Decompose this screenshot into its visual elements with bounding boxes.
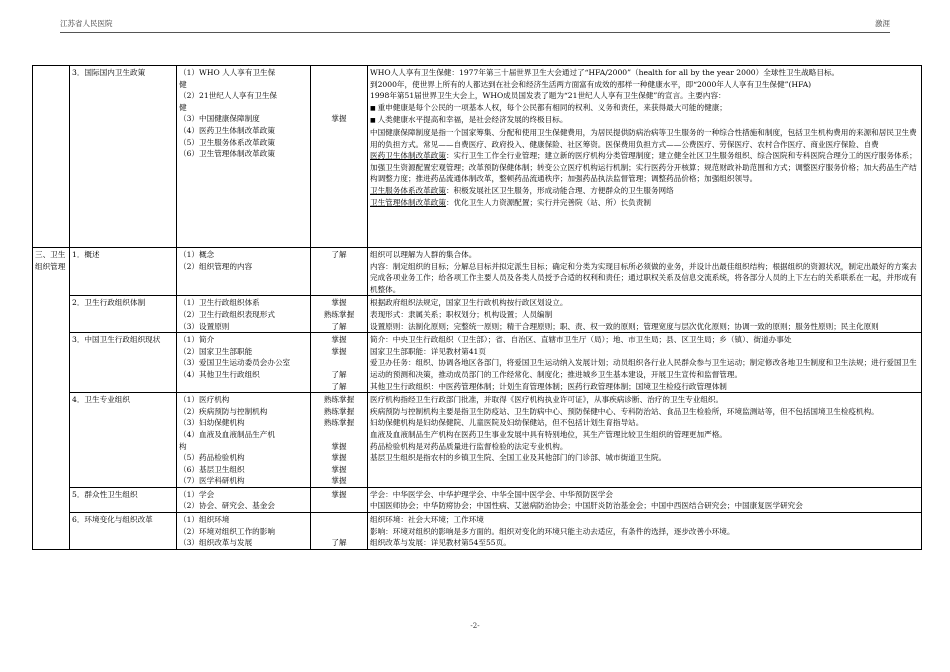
level-cell: 熟练掌握 熟练掌握 熟练掌握 掌握 掌握 掌握 掌握	[311, 393, 368, 488]
section-cell	[33, 66, 70, 248]
content-cell: 组织环境：社会大环境；工作环境 影响：环境对组织的影响是多方面的。组织对变化的环境只能主动去适应，有条件的选择，逐步改善小环境。 组织改革与发展：详见教材第54至55页。	[368, 513, 922, 550]
content-cell: 简介：中央卫生行政组织（卫生部）；省、自治区、直辖市卫生厅（局）；地、市卫生局；县、区卫生局；乡（镇）、街道办事处 国家卫生部职能：详见教材第41页 爱卫办任务：组织、协调各地区各部门，将爱国卫生运动纳入发展计划；动员组织各行业人民群众参与卫生运动；制定修改各地卫生制度和卫生法规；进行爱国卫生运动的预测和决策，推动成员部门的工作经常化、制度化；推进城乡卫生基本建设，开展卫生宣传和监督管理。 其他卫生行政组织：中医药管理体制；计划生育管理体制；医药行政管理体制；国境卫生检疫行政管理体制	[368, 333, 922, 393]
table-row	[33, 487, 922, 512]
topic-cell: 2．卫生行政组织体制	[70, 296, 177, 333]
level-cell: 了解	[311, 513, 368, 550]
header-right-text: 激涯	[875, 19, 890, 28]
topic-cell: 6．环境变化与组织改革	[70, 513, 177, 550]
table-row	[33, 296, 922, 333]
syllabus-table	[32, 65, 922, 550]
level-cell: 掌握 熟练掌握 了解	[311, 296, 368, 333]
level-cell: 掌握 掌握 了解 了解	[311, 333, 368, 393]
items-cell: （1）卫生行政组织体系 （2）卫生行政组织表现形式 （3）设置原则	[177, 296, 311, 333]
level-cell: 掌握	[311, 487, 368, 512]
header-hospital-name: 江苏省人民医院	[60, 19, 113, 28]
level-cell: 掌握	[311, 66, 368, 248]
table-row	[33, 66, 922, 248]
topic-cell: 1．概述	[70, 248, 177, 296]
items-cell: （1）组织环境 （2）环境对组织工作的影响 （3）组织改革与发展	[177, 513, 311, 550]
level-cell: 了解	[311, 248, 368, 296]
items-cell: （1）学会 （2）协会、研究会、基金会	[177, 487, 311, 512]
section-cell: 三、卫生组织管理	[33, 248, 70, 550]
topic-cell: 3．国际国内卫生政策	[70, 66, 177, 248]
table-row	[33, 513, 922, 550]
page-number: -2-	[470, 622, 480, 630]
content-cell: WHO人人享有卫生保健：1977年第三十届世界卫生大会通过了“HFA/2000”（health for all by the year 2000）全球性卫生战略目标。 到2000年，使世界上所有的人都达到在社会和经济生活两方面富有成效的那样一种健康水平，即“2000年人人享有卫生保健”(HFA) 1998年第51届世界卫生大会上，WHO成员国发表了题为“21世纪人人享有卫生保健”的宣言。主要内容： ■ 重申健康是每个公民的一项基本人权，每个公民都有相同的权利、义务和责任，来获得最大可能的健康； ■ 人类健康水平提高和幸福，是社会经济发展的终极目标。 中国健康保障制度是指一个国家筹集、分配和使用卫生保健费用，为居民提供防病治病等卫生服务的一种综合性措施和制度，包括卫生机构费用的来源和居民卫生费用的负担方式。常见——自费医疗、政府投入、健康保险、社区筹资。医保费用负担方式——公费医疗、劳保医疗、农村合作医疗、商业医疗保险、自费 医药卫生体制改革政策：实行卫生工作全行业管理；建立新的医疗机构分类管理制度；建立健全社区卫生服务组织、综合医院和专科医院合理分工的医疗服务体系；加强卫生资源配置宏观管理；改革预防保健体制；转变公立医疗机构运行机制；实行医药分开核算；规范财政补助范围和方式；调整医疗服务价格；加大药品生产结构调整力度；推进药品流通体制改革，整顿药品流通秩序；加强药品执法监督管理；调整药品价格；加强组织领导。 卫生服务体系改革政策：积极发展社区卫生服务，形成动能合理、方便群众的卫生服务网络 卫生管理体制改革政策：优化卫生人力资源配置；实行并完善院（站、所）长负责制	[368, 66, 922, 248]
page-header	[60, 18, 890, 33]
items-cell: （1）简介 （2）国家卫生部职能 （3）爱国卫生运动委员会办公室 （4）其他卫生行政组织	[177, 333, 311, 393]
topic-cell: 3．中国卫生行政组织现状	[70, 333, 177, 393]
topic-cell: 4．卫生专业组织	[70, 393, 177, 488]
table-row	[33, 333, 922, 393]
items-cell: （1）WHO 人人享有卫生保 健 （2）21世纪人人享有卫生保 健 （3）中国健康保障制度 （4）医药卫生体制改革政策 （5）卫生服务体系改革政策 （6）卫生管理体制改革政策	[177, 66, 311, 248]
content-cell: 根据政府组织法规定，国家卫生行政机构按行政区划设立。 表现形式：隶属关系；职权划分；机构设置；人员编制 设置原则：法制化原则；完整统一原则；精干合理原则；职、责、权一致的原则；管理宽度与层次优化原则；协调一致的原则；服务性原则；民主化原则	[368, 296, 922, 333]
topic-cell: 5．群众性卫生组织	[70, 487, 177, 512]
items-cell: （1）医疗机构 （2）疾病预防与控制机构 （3）妇幼保健机构 （4）血液及血液制品生产机 构 （5）药品检验机构 （6）基层卫生组织 （7）医学科研机构	[177, 393, 311, 488]
table-row	[33, 393, 922, 488]
content-cell: 组织可以理解为人群的集合体。 内容：制定组织的目标；分解总目标并拟定派生目标；确定和分类为实现目标所必须做的业务，并设计出最佳组织结构；根据组织的资源状况，制定出最好的方案去完成各项业务工作；给各项工作主要人员及各类人员授予合适的权利和责任；通过职权关系及信息交流系统，将各部分人员的上下左右的关系联系在一起，并形成有机整体。	[368, 248, 922, 296]
table-row	[33, 248, 922, 296]
content-cell: 学会：中华医学会、中华护理学会、中华全国中医学会、中华预防医学会 中国医师协会；中华防痨协会；中国性病、艾滋病防治协会；中国肝炎防治基金会；中国中西医结合研究会；中国康复医学研究会	[368, 487, 922, 512]
items-cell: （1）概念 （2）组织管理的内容	[177, 248, 311, 296]
content-cell: 医疗机构指经卫生行政部门批准，并取得《医疗机构执业许可证》，从事疾病诊断、治疗的卫生专业组织。 疾病预防与控制机构主要是指卫生防疫站、卫生防病中心、预防保健中心、专科防治站、食品卫生检验所，环境监测站等，但不包括国境卫生检疫机构。 妇幼保健机构是妇幼保健院、儿童医院及妇幼保健站，但不包括计划生育指导站。 血液及血液制品生产机构在医药卫生事业发展中具有特别地位，其生产管理比较卫生组织的管理更加严格。 药品检验机构是对药品质量进行监督检验的法定专业机构。 基层卫生组织是指农村的乡镇卫生院、全国工业及其他部门的门诊部、城市街道卫生院。	[368, 393, 922, 488]
